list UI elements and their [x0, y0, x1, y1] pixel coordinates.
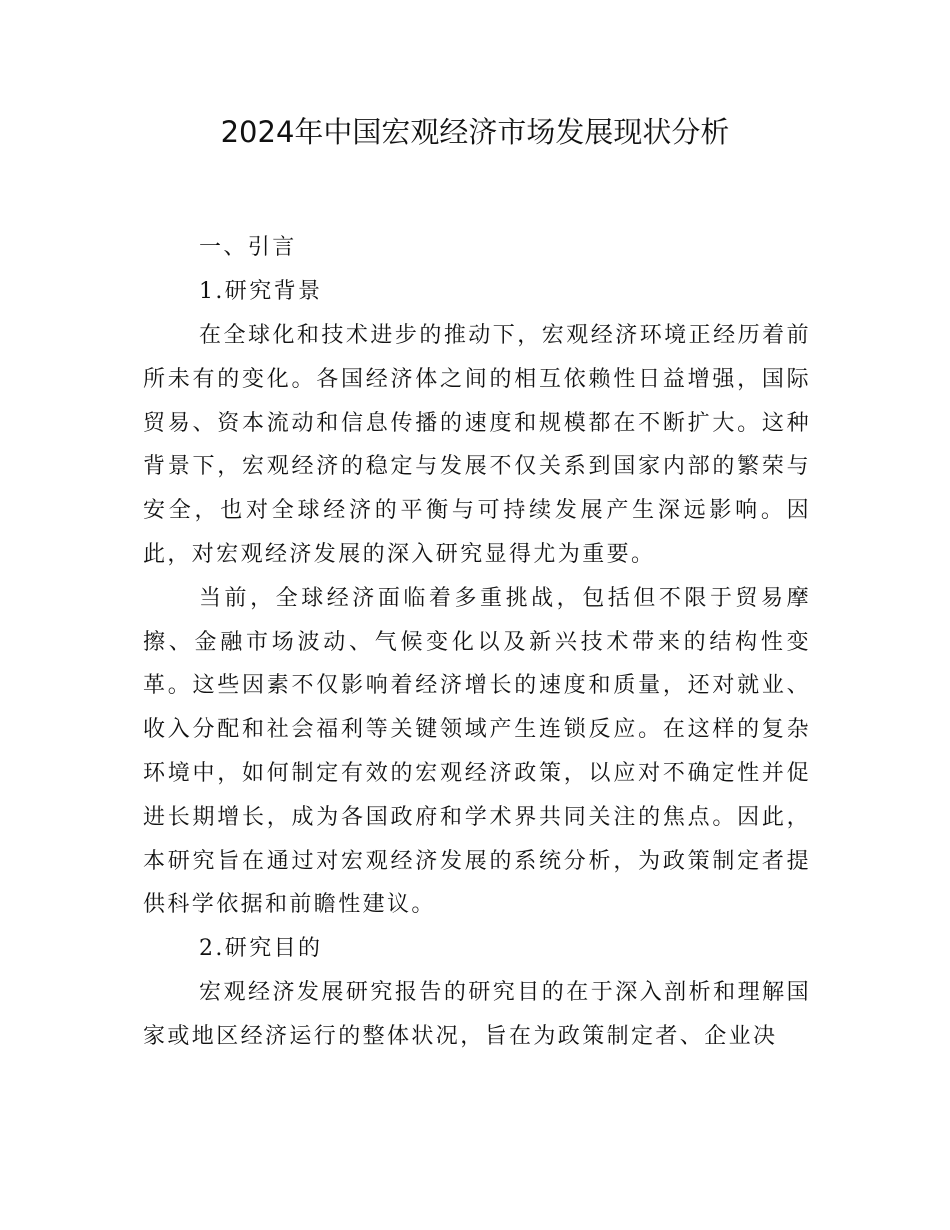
section-heading-introduction: 一、引言	[199, 235, 297, 260]
paragraph: 在全球化和技术进步的推动下，宏观经济环境正经历着前所未有的变化。各国经济体之间的相互依赖性日益增强，国际贸易、资本流动和信息传播的速度和规模都在不断扩大。这种背景下，宏观经济的稳定与发展不仅关系到国家内部的繁荣与安全，也对全球经济的平衡与可持续发展产生深远影响。因此，对宏观经济发展的深入研究显得尤为重要。	[143, 323, 811, 567]
subsection-heading-research-background: 1.研究背景	[199, 279, 323, 304]
document-body	[143, 226, 811, 1059]
paragraph: 当前，全球经济面临着多重挑战，包括但不限于贸易摩擦、金融市场波动、气候变化以及新兴技术带来的结构性变革。这些因素不仅影响着经济增长的速度和质量，还对就业、收入分配和社会福利等关键领域产生连锁反应。在这样的复杂环境中，如何制定有效的宏观经济政策，以应对不确定性并促进长期增长，成为各国政府和学术界共同关注的焦点。因此，本研究旨在通过对宏观经济发展的系统分析，为政策制定者提供科学依据和前瞻性建议。	[143, 585, 811, 918]
subsection-heading-research-purpose: 2.研究目的	[199, 936, 323, 962]
paragraph: 宏观经济发展研究报告的研究目的在于深入剖析和理解国家或地区经济运行的整体状况，旨在为政策制定者、企业决	[143, 980, 811, 1049]
document-title: 2024年中国宏观经济市场发展现状分析	[220, 115, 730, 149]
